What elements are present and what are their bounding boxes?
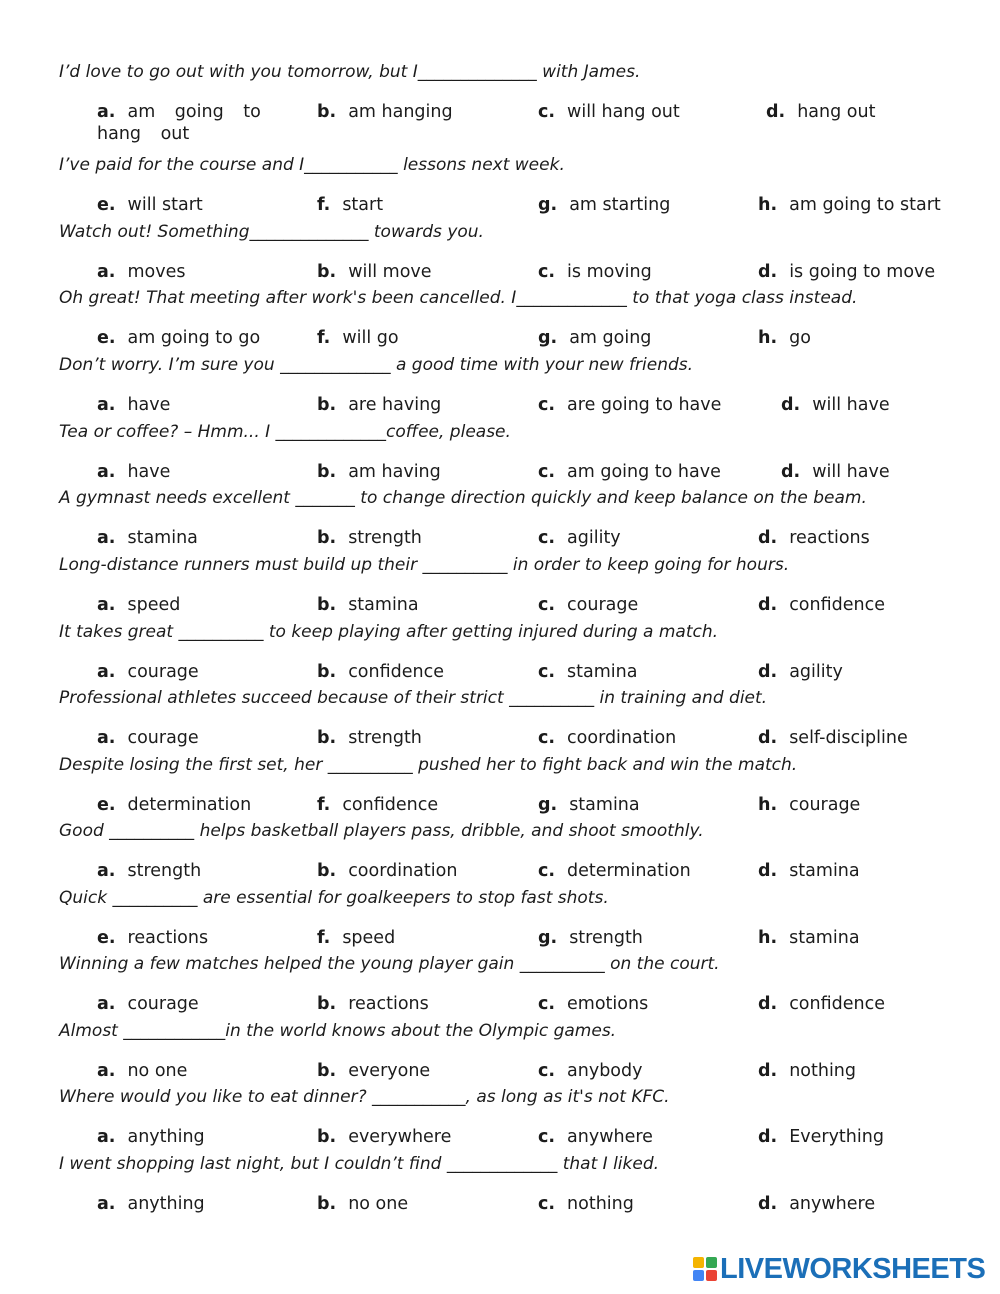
- option-letter: d.: [758, 262, 778, 282]
- option-letter: h.: [758, 328, 778, 348]
- answer-option[interactable]: [758, 1126, 884, 1148]
- option-text: stamina: [569, 795, 640, 815]
- option-text: courage: [127, 662, 199, 682]
- option-text: stamina: [348, 595, 419, 615]
- option-text: anybody: [567, 1061, 643, 1081]
- answer-option[interactable]: [97, 993, 199, 1015]
- answer-option[interactable]: [758, 927, 860, 949]
- option-letter: a.: [97, 994, 116, 1014]
- option-text: confidence: [348, 662, 444, 682]
- option-text: confidence: [342, 795, 439, 815]
- option-text: am going to go: [127, 328, 261, 348]
- option-letter: d.: [758, 994, 778, 1014]
- option-letter: b.: [317, 994, 337, 1014]
- option-text: strength: [348, 728, 422, 748]
- answer-option[interactable]: [97, 194, 203, 216]
- answer-option[interactable]: [97, 327, 260, 349]
- answer-option[interactable]: [538, 394, 721, 416]
- option-letter: b.: [317, 595, 337, 615]
- answer-option[interactable]: [97, 794, 251, 816]
- answer-option[interactable]: [97, 1126, 205, 1148]
- option-text: nothing: [789, 1061, 857, 1081]
- option-text: courage: [127, 728, 199, 748]
- option-text: self-discipline: [789, 728, 908, 748]
- option-text: emotions: [567, 994, 649, 1014]
- option-letter: h.: [758, 195, 778, 215]
- option-letter: f.: [317, 195, 331, 215]
- option-letter: g.: [538, 795, 558, 815]
- option-letter: c.: [538, 662, 556, 682]
- question-text: Quick __________ are essential for goalkeepers to stop fast shots.: [59, 888, 609, 908]
- option-text: determination: [567, 861, 691, 881]
- answer-option[interactable]: [758, 527, 870, 549]
- option-text: reactions: [789, 528, 870, 548]
- question-text: Almost ____________in the world knows about the Olympic games.: [59, 1021, 617, 1041]
- answer-option[interactable]: [538, 1126, 653, 1148]
- option-letter: d.: [758, 1194, 778, 1214]
- option-text: go: [789, 328, 811, 348]
- option-text: are going to have: [567, 395, 722, 415]
- option-letter: a.: [97, 1194, 116, 1214]
- question-text: Professional athletes succeed because of their strict __________ in training and diet.: [59, 688, 768, 708]
- option-text: am going to hang out: [97, 102, 261, 144]
- answer-option[interactable]: [538, 993, 648, 1015]
- option-text: stamina: [789, 928, 860, 948]
- option-text: agility: [789, 662, 843, 682]
- option-letter: e.: [97, 928, 116, 948]
- option-letter: c.: [538, 102, 556, 122]
- question-text: A gymnast needs excellent _______ to change direction quickly and keep balance on the beam.: [59, 488, 867, 508]
- option-text: Everything: [789, 1127, 884, 1147]
- option-text: moves: [127, 262, 186, 282]
- option-text: anything: [127, 1194, 205, 1214]
- option-text: no one: [348, 1194, 409, 1214]
- answer-option[interactable]: [317, 1126, 451, 1148]
- option-letter: a.: [97, 861, 116, 881]
- option-text: will move: [348, 262, 432, 282]
- option-letter: c.: [538, 994, 556, 1014]
- answer-option[interactable]: [97, 261, 185, 283]
- answer-option[interactable]: [317, 794, 438, 816]
- answer-option[interactable]: [97, 727, 199, 749]
- option-letter: h.: [758, 928, 778, 948]
- option-letter: c.: [538, 262, 556, 282]
- answer-option[interactable]: [97, 1060, 187, 1082]
- answer-option[interactable]: [317, 927, 395, 949]
- option-text: agility: [567, 528, 621, 548]
- logo-mark-icon: [693, 1257, 717, 1281]
- answer-option[interactable]: [97, 527, 198, 549]
- option-letter: e.: [97, 795, 116, 815]
- option-text: am hanging: [348, 102, 453, 122]
- option-text: everywhere: [348, 1127, 452, 1147]
- option-letter: a.: [97, 662, 116, 682]
- question-text: I’ve paid for the course and I___________ lessons next week.: [59, 155, 565, 175]
- answer-option[interactable]: [538, 1060, 642, 1082]
- option-text: coordination: [348, 861, 458, 881]
- option-text: start: [342, 195, 384, 215]
- option-letter: a.: [97, 728, 116, 748]
- option-letter: b.: [317, 1061, 337, 1081]
- option-letter: e.: [97, 195, 116, 215]
- question-text: Where would you like to eat dinner? ___________, as long as it's not KFC.: [59, 1087, 670, 1107]
- answer-option[interactable]: [758, 794, 860, 816]
- option-letter: d.: [758, 861, 778, 881]
- option-letter: g.: [538, 928, 558, 948]
- answer-option[interactable]: [758, 327, 811, 349]
- option-letter: d.: [758, 1061, 778, 1081]
- answer-option[interactable]: [538, 727, 676, 749]
- answer-option[interactable]: [538, 594, 638, 616]
- answer-option[interactable]: [538, 261, 652, 283]
- option-text: have: [127, 462, 171, 482]
- answer-option[interactable]: [317, 993, 429, 1015]
- option-letter: b.: [317, 262, 337, 282]
- answer-option[interactable]: [781, 461, 890, 483]
- answer-option[interactable]: [97, 101, 277, 145]
- logo-square: [693, 1257, 704, 1268]
- option-letter: d.: [766, 102, 786, 122]
- answer-option[interactable]: [317, 527, 422, 549]
- option-letter: b.: [317, 1194, 337, 1214]
- option-letter: c.: [538, 462, 556, 482]
- option-text: have: [127, 395, 171, 415]
- answer-option[interactable]: [317, 594, 419, 616]
- option-letter: b.: [317, 728, 337, 748]
- question-text: Oh great! That meeting after work's been cancelled. I_____________ to that yoga class instead.: [59, 288, 858, 308]
- option-letter: h.: [758, 795, 778, 815]
- answer-option[interactable]: [317, 261, 432, 283]
- option-text: determination: [127, 795, 252, 815]
- question-text: Good __________ helps basketball players pass, dribble, and shoot smoothly.: [59, 821, 704, 841]
- option-text: courage: [789, 795, 861, 815]
- option-letter: d.: [758, 1127, 778, 1147]
- answer-option[interactable]: [758, 993, 885, 1015]
- option-letter: a.: [97, 1127, 116, 1147]
- option-text: strength: [569, 928, 643, 948]
- option-text: speed: [342, 928, 396, 948]
- answer-option[interactable]: [766, 101, 875, 123]
- option-text: hang out: [797, 102, 876, 122]
- answer-option[interactable]: [758, 594, 885, 616]
- option-letter: b.: [317, 102, 337, 122]
- option-text: everyone: [348, 1061, 431, 1081]
- option-text: are having: [348, 395, 442, 415]
- question-text: Winning a few matches helped the young player gain __________ on the court.: [59, 954, 720, 974]
- answer-option[interactable]: [317, 194, 383, 216]
- option-text: anywhere: [567, 1127, 653, 1147]
- option-letter: b.: [317, 1127, 337, 1147]
- answer-option[interactable]: [317, 860, 457, 882]
- answer-option[interactable]: [97, 860, 201, 882]
- answer-option[interactable]: [317, 327, 399, 349]
- option-text: will hang out: [567, 102, 680, 122]
- option-text: anything: [127, 1127, 205, 1147]
- answer-option[interactable]: [317, 727, 422, 749]
- option-letter: a.: [97, 102, 116, 122]
- option-text: will have: [812, 462, 890, 482]
- option-letter: b.: [317, 662, 337, 682]
- question-text: Don’t worry. I’m sure you _____________ a good time with your new friends.: [59, 355, 694, 375]
- option-text: reactions: [348, 994, 429, 1014]
- answer-option[interactable]: [758, 194, 941, 216]
- option-text: am going to have: [567, 462, 721, 482]
- question-text: I went shopping last night, but I couldn’t find _____________ that I liked.: [59, 1154, 660, 1174]
- answer-option[interactable]: [317, 101, 453, 123]
- answer-option[interactable]: [538, 794, 640, 816]
- answer-option[interactable]: [758, 1060, 856, 1082]
- option-letter: b.: [317, 395, 337, 415]
- option-text: is going to move: [789, 262, 936, 282]
- answer-option[interactable]: [317, 1193, 408, 1215]
- answer-option[interactable]: [538, 527, 621, 549]
- option-text: stamina: [127, 528, 198, 548]
- option-letter: a.: [97, 1061, 116, 1081]
- question-text: Tea or coffee? – Hmm... I _____________coffee, please.: [59, 422, 511, 442]
- option-letter: c.: [538, 728, 556, 748]
- option-text: speed: [127, 595, 181, 615]
- answer-option[interactable]: [97, 461, 170, 483]
- option-letter: a.: [97, 528, 116, 548]
- option-text: am going: [569, 328, 652, 348]
- question-text: Despite losing the first set, her __________ pushed her to fight back and win the match.: [59, 755, 798, 775]
- option-text: coordination: [567, 728, 677, 748]
- answer-option[interactable]: [538, 101, 680, 123]
- option-text: nothing: [567, 1194, 634, 1214]
- answer-option[interactable]: [758, 727, 908, 749]
- option-letter: a.: [97, 262, 116, 282]
- answer-option[interactable]: [317, 461, 441, 483]
- option-letter: c.: [538, 1194, 556, 1214]
- answer-option[interactable]: [317, 661, 444, 683]
- answer-option[interactable]: [538, 860, 691, 882]
- option-text: stamina: [567, 662, 638, 682]
- option-text: will start: [127, 195, 203, 215]
- option-text: is moving: [567, 262, 652, 282]
- option-letter: c.: [538, 1061, 556, 1081]
- answer-option[interactable]: [538, 327, 651, 349]
- option-text: stamina: [789, 861, 860, 881]
- answer-option[interactable]: [781, 394, 890, 416]
- answer-option[interactable]: [538, 461, 721, 483]
- option-letter: f.: [317, 928, 331, 948]
- option-letter: g.: [538, 328, 558, 348]
- logo-square: [706, 1270, 717, 1281]
- answer-option[interactable]: [97, 661, 199, 683]
- question-text: Watch out! Something______________ towards you.: [59, 222, 484, 242]
- option-letter: b.: [317, 528, 337, 548]
- option-letter: a.: [97, 595, 116, 615]
- logo-square: [693, 1270, 704, 1281]
- question-text: I’d love to go out with you tomorrow, but I______________ with James.: [59, 62, 641, 82]
- option-letter: d.: [781, 395, 801, 415]
- option-text: no one: [127, 1061, 188, 1081]
- option-letter: d.: [758, 662, 778, 682]
- option-text: strength: [127, 861, 202, 881]
- option-letter: g.: [538, 195, 558, 215]
- option-letter: b.: [317, 861, 337, 881]
- option-text: courage: [567, 595, 639, 615]
- answer-option[interactable]: [538, 194, 670, 216]
- option-letter: c.: [538, 1127, 556, 1147]
- option-text: am going to start: [789, 195, 941, 215]
- question-text: It takes great __________ to keep playing after getting injured during a match.: [59, 622, 719, 642]
- option-letter: f.: [317, 328, 331, 348]
- option-letter: c.: [538, 528, 556, 548]
- option-text: confidence: [789, 595, 885, 615]
- option-text: confidence: [789, 994, 885, 1014]
- answer-option[interactable]: [97, 394, 170, 416]
- option-letter: e.: [97, 328, 116, 348]
- logo-text: LIVEWORKSHEETS: [720, 1252, 986, 1285]
- option-text: reactions: [127, 928, 209, 948]
- option-letter: d.: [758, 528, 778, 548]
- liveworksheets-logo: [693, 1252, 985, 1286]
- option-letter: f.: [317, 795, 331, 815]
- answer-option[interactable]: [317, 394, 441, 416]
- answer-option[interactable]: [97, 927, 208, 949]
- answer-option[interactable]: [97, 1193, 205, 1215]
- option-letter: c.: [538, 861, 556, 881]
- option-letter: c.: [538, 395, 556, 415]
- option-letter: a.: [97, 395, 116, 415]
- answer-option[interactable]: [758, 1193, 875, 1215]
- option-letter: d.: [758, 728, 778, 748]
- answer-option[interactable]: [538, 661, 637, 683]
- option-text: strength: [348, 528, 422, 548]
- option-text: courage: [127, 994, 199, 1014]
- option-text: anywhere: [789, 1194, 876, 1214]
- answer-option[interactable]: [317, 1060, 430, 1082]
- answer-option[interactable]: [97, 594, 180, 616]
- option-letter: b.: [317, 462, 337, 482]
- answer-option[interactable]: [538, 927, 643, 949]
- question-text: Long-distance runners must build up their __________ in order to keep going for hours.: [59, 555, 790, 575]
- option-letter: d.: [781, 462, 801, 482]
- option-text: will have: [812, 395, 890, 415]
- option-letter: a.: [97, 462, 116, 482]
- answer-option[interactable]: [758, 860, 860, 882]
- option-text: will go: [342, 328, 399, 348]
- option-letter: c.: [538, 595, 556, 615]
- option-text: am having: [348, 462, 441, 482]
- logo-square: [706, 1257, 717, 1268]
- answer-option[interactable]: [758, 261, 935, 283]
- option-letter: d.: [758, 595, 778, 615]
- answer-option[interactable]: [758, 661, 843, 683]
- option-text: am starting: [569, 195, 671, 215]
- answer-option[interactable]: [538, 1193, 634, 1215]
